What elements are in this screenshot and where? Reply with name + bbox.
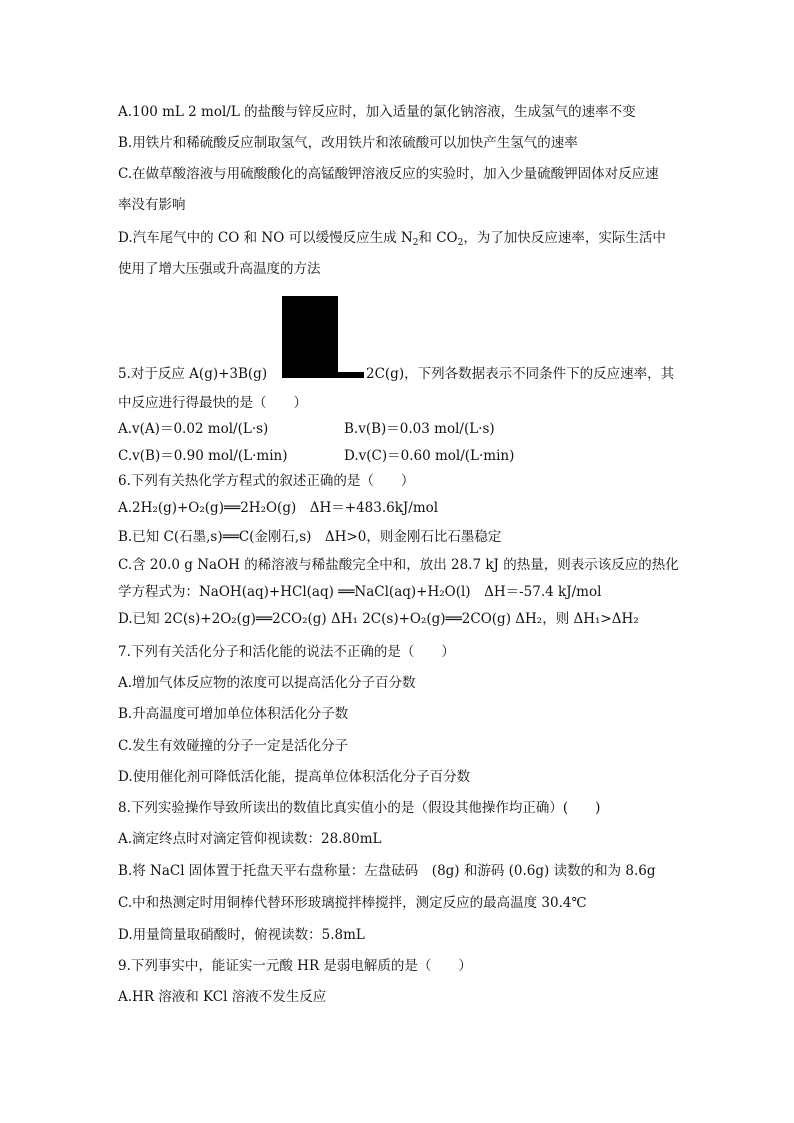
q5-stem-line1-pre: 5.对于反应 A(g)+3B(g): [118, 366, 268, 382]
q4-d-sub1: 2: [412, 238, 419, 248]
q7-option-c: C.发生有效碰撞的分子一定是活化分子: [118, 738, 349, 754]
q4-option-c-line1: C.在做草酸溶液与用硫酸酸化的高锰酸钾溶液反应的实验时，加入少量硫酸钾固体对反应速: [118, 166, 659, 182]
q5-option-d: D.v(C)＝0.60 mol/(L·min): [344, 448, 515, 464]
q8-option-d: D.用量筒量取硝酸时，俯视读数：5.8mL: [118, 927, 365, 943]
q9-stem: 9.下列事实中，能证实一元酸 HR 是弱电解质的是（ ）: [118, 958, 472, 974]
q4-option-c-line2: 率没有影响: [118, 197, 186, 213]
q7-option-a: A.增加气体反应物的浓度可以提高活化分子百分数: [118, 675, 416, 691]
q4-d-text-mid: 和 CO: [418, 230, 458, 246]
q7-option-d: D.使用催化剂可降低活化能，提高单位体积活化分子百分数: [118, 769, 471, 785]
q7-stem: 7.下列有关活化分子和活化能的说法不正确的是（ ）: [118, 644, 455, 660]
q7-option-b: B.升高温度可增加单位体积活化分子数: [118, 706, 349, 722]
q4-option-d-line2: 使用了增大压强或升高温度的方法: [118, 261, 321, 277]
q6-option-b: B.已知 C(石墨,s)══C(金刚石,s) ΔH>0，则金刚石比石墨稳定: [118, 529, 502, 545]
q8-option-b: B.将 NaCl 固体置于托盘天平右盘称量：左盘砝码 (8g) 和游码 (0.6g) 读数的和为 8.6g: [118, 863, 656, 879]
redaction-bar: [320, 372, 364, 378]
q4-d-text-pre: D.汽车尾气中的 CO 和 NO 可以缓慢反应生成 N: [118, 230, 413, 246]
q8-option-a: A.滴定终点时对滴定管仰视读数：28.80mL: [118, 831, 382, 847]
q8-option-c: C.中和热测定时用铜棒代替环形玻璃搅拌棒搅拌，测定反应的最高温度 30.4℃: [118, 895, 587, 911]
q4-option-d-line1: [118, 228, 666, 248]
q6-stem: 6.下列有关热化学方程式的叙述正确的是（ ）: [118, 473, 415, 489]
q5-stem-line2: 中反应进行得最快的是（ ）: [118, 395, 307, 411]
q6-option-c-line1: C.含 20.0 g NaOH 的稀溶液与稀盐酸完全中和，放出 28.7 kJ 的热量，则表示该反应的热化: [118, 557, 679, 573]
q6-option-c-line2: 学方程式为：NaOH(aq)+HCl(aq) ══NaCl(aq)+H₂O(l) ΔH＝-57.4 kJ/mol: [118, 584, 602, 600]
redaction-block: [282, 296, 338, 378]
q4-option-a: A.100 mL 2 mol/L 的盐酸与锌反应时，加入适量的氯化钠溶液，生成氢气的速率不变: [118, 104, 636, 120]
q5-stem-line1-post: 2C(g)，下列各数据表示不同条件下的反应速率，其: [366, 366, 675, 382]
q9-option-a: A.HR 溶液和 KCl 溶液不发生反应: [118, 989, 327, 1005]
q5-option-a: A.v(A)＝0.02 mol/(L·s): [118, 421, 269, 437]
q4-d-text-post: ，为了加快反应速率，实际生活中: [463, 230, 666, 246]
q5-option-c: C.v(B)＝0.90 mol/(L·min): [118, 448, 288, 464]
q4-option-b: B.用铁片和稀硫酸反应制取氢气，改用铁片和浓硫酸可以加快产生氢气的速率: [118, 135, 578, 151]
q8-stem: 8.下列实验操作导致所读出的数值比真实值小的是（假设其他操作均正确）( ): [118, 800, 601, 816]
q6-option-d: D.已知 2C(s)+2O₂(g)══2CO₂(g) ΔH₁ 2C(s)+O₂(g)══2CO(g) ΔH₂，则 ΔH₁>ΔH₂: [118, 611, 639, 627]
q5-option-b: B.v(B)＝0.03 mol/(L·s): [344, 421, 495, 437]
q4-d-sub2: 2: [457, 238, 464, 248]
q6-option-a: A.2H₂(g)+O₂(g)══2H₂O(g) ΔH＝+483.6kJ/mol: [118, 500, 439, 516]
